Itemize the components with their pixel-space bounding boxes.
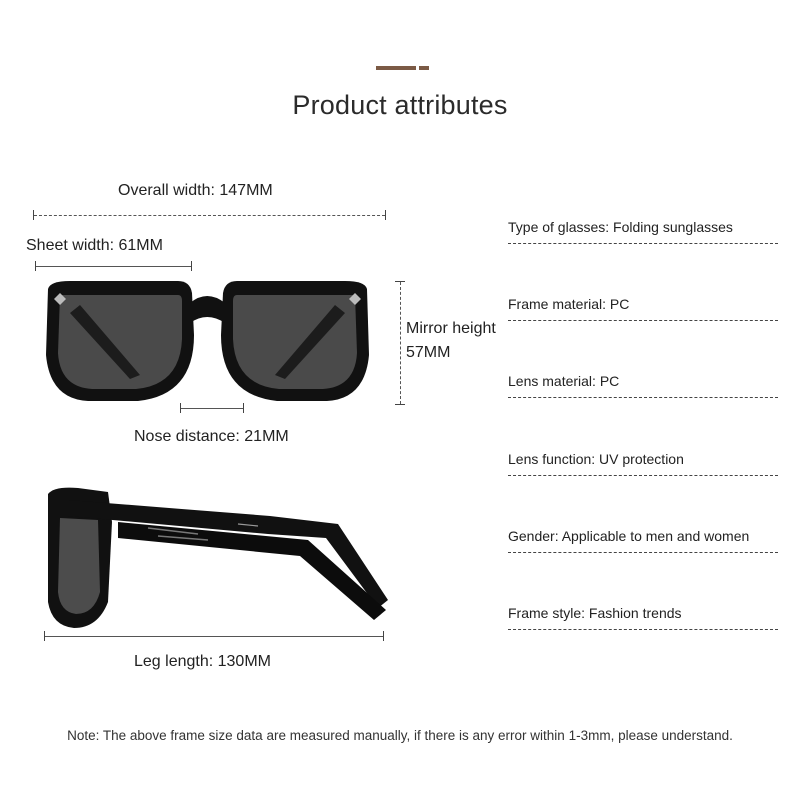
attribute-item-lens-material: Lens material: PC [508, 373, 778, 398]
leg-length-line [45, 636, 383, 637]
sheet-width-label: Sheet width: 61MM [26, 237, 163, 254]
nose-distance-label: Nose distance: 21MM [134, 428, 289, 445]
attribute-item-frame-material: Frame material: PC [508, 296, 778, 321]
attribute-item-frame-style: Frame style: Fashion trends [508, 605, 778, 630]
leg-length-label: Leg length: 130MM [134, 653, 271, 670]
sunglasses-side-icon [38, 482, 393, 637]
accent-bar-short [419, 66, 429, 70]
mirror-height-label-line1: Mirror height [406, 320, 496, 337]
attribute-item-type: Type of glasses: Folding sunglasses [508, 219, 778, 244]
overall-width-line [34, 215, 385, 216]
attribute-item-lens-function: Lens function: UV protection [508, 451, 778, 476]
overall-width-label: Overall width: 147MM [118, 182, 273, 199]
attribute-item-gender: Gender: Applicable to men and women [508, 528, 778, 553]
sheet-width-line [36, 266, 191, 267]
mirror-height-label-line2: 57MM [406, 344, 451, 361]
sunglasses-front-icon [40, 275, 375, 415]
page-title: Product attributes [292, 90, 508, 120]
measurement-note: Note: The above frame size data are measured manually, if there is any error within 1-3mm, please understand. [67, 728, 733, 743]
mirror-height-line [400, 282, 401, 404]
accent-bar-long [376, 66, 416, 70]
